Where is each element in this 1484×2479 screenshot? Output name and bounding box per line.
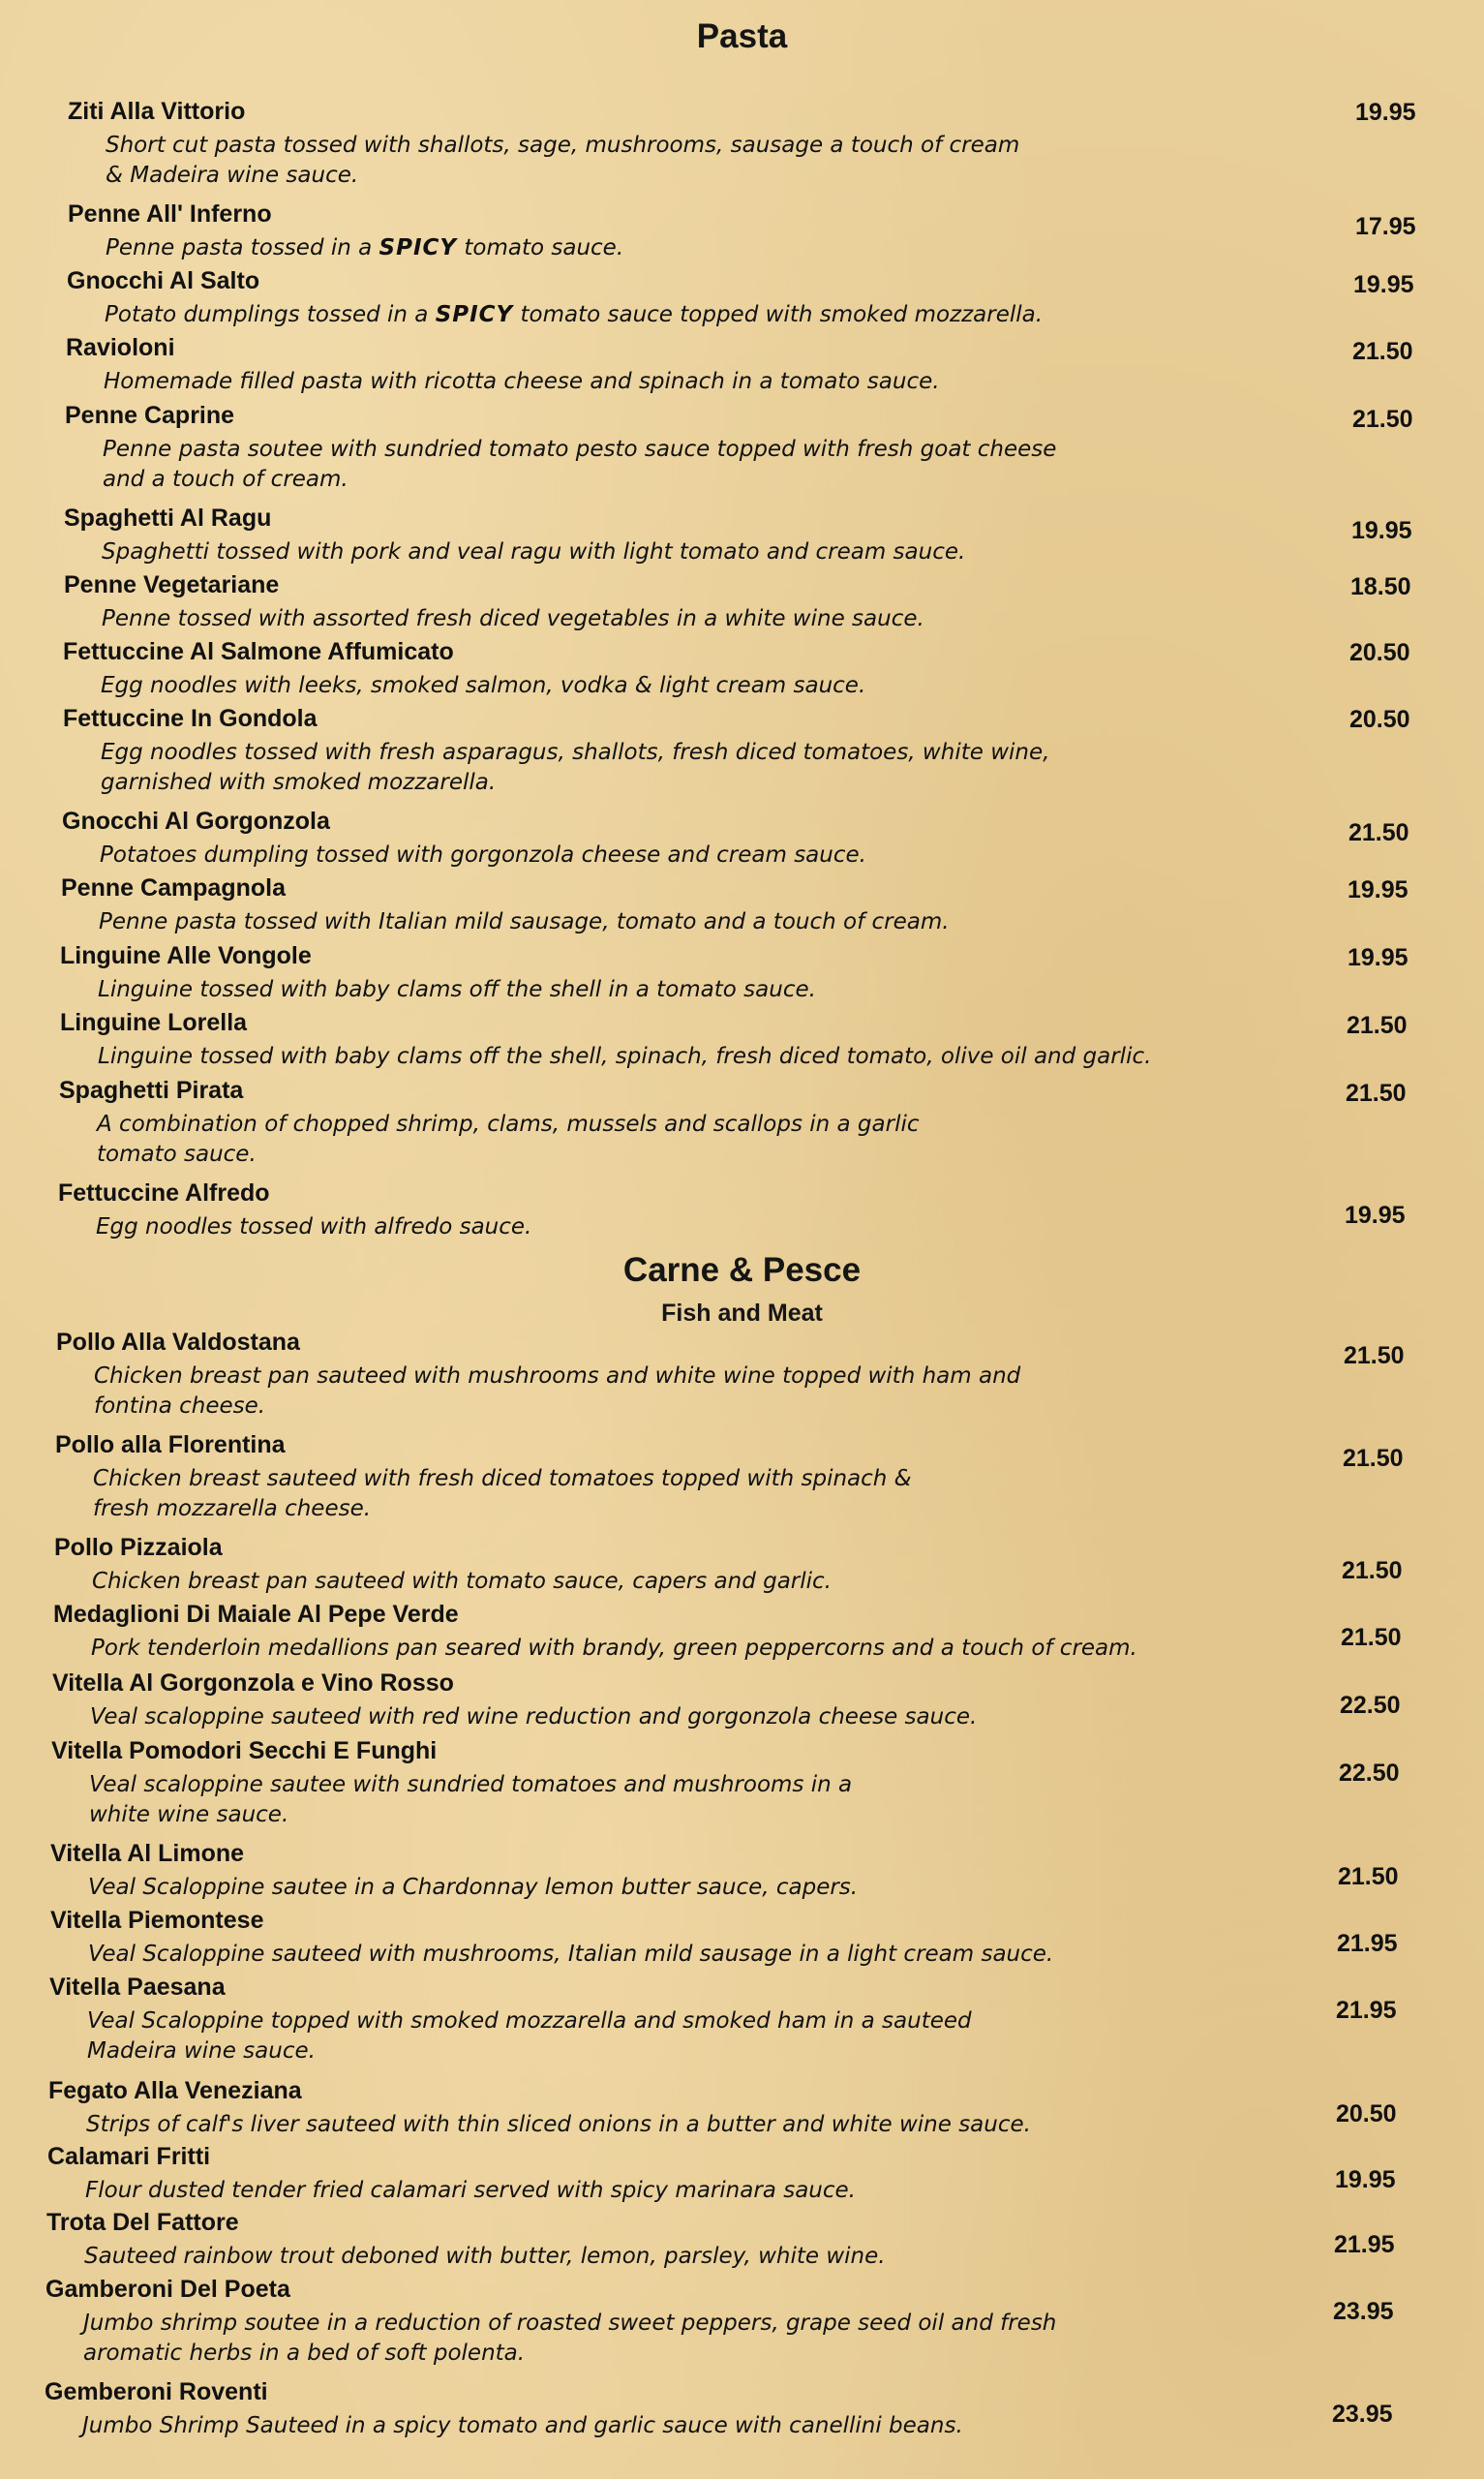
menu-item-name: Fettuccine In Gondola <box>63 705 318 732</box>
menu-item-name: Pollo Alla Valdostana <box>56 1329 300 1356</box>
description-text: tomato sauce topped with smoked mozzarella. <box>513 302 1044 327</box>
menu-item-description <box>88 1940 1053 1970</box>
description-text: Potato dumplings tossed in a <box>105 302 436 327</box>
menu-item-description <box>105 300 1043 330</box>
description-line: Linguine tossed with baby clams off the shell, spinach, fresh diced tomato, olive oil and garlic. <box>98 1044 1152 1069</box>
menu-item-price: 23.95 <box>1333 2298 1394 2325</box>
menu-item-name: Pollo Pizzaiola <box>54 1534 223 1561</box>
description-text: tomato sauce. <box>457 235 624 260</box>
menu-item-description <box>83 2309 1056 2369</box>
menu-item-name: Penne Caprine <box>65 402 235 429</box>
description-line: Egg noodles with leeks, smoked salmon, vodka & light cream sauce. <box>101 673 866 698</box>
menu-item-price: 21.95 <box>1336 1997 1397 2024</box>
menu-item-name: Calamari Fritti <box>47 2143 211 2170</box>
menu-item-name: Pollo alla Florentina <box>55 1431 286 1458</box>
menu-item-name: Linguine Alle Vongole <box>60 942 312 969</box>
description-line: Linguine tossed with baby clams off the shell in a tomato sauce. <box>98 977 816 1002</box>
description-line: aromatic herbs in a bed of soft polenta. <box>83 2341 526 2366</box>
menu-item-name: Fettuccine Al Salmone Affumicato <box>63 638 454 665</box>
description-text: Penne pasta tossed in a <box>106 235 379 260</box>
menu-item-name: Penne All' Inferno <box>68 200 272 228</box>
menu-item-price: 22.50 <box>1340 1692 1401 1719</box>
menu-item-name: Gnocchi Al Salto <box>67 267 260 294</box>
menu-item-name: Vitella Al Limone <box>50 1840 245 1867</box>
description-line: Jumbo shrimp soutee in a reduction of roasted sweet peppers, grape seed oil and fresh <box>83 2311 1057 2336</box>
menu-item-price: 20.50 <box>1349 706 1410 733</box>
menu-item-name: Spaghetti Al Ragu <box>64 505 272 532</box>
description-line: Chicken breast pan sauteed with tomato sauce, capers and garlic. <box>92 1569 832 1594</box>
description-line: fresh mozzarella cheese. <box>93 1496 372 1521</box>
description-line: Short cut pasta tossed with shallots, sage, mushrooms, sausage a touch of cream <box>106 133 1020 158</box>
menu-item-description <box>86 2110 1031 2140</box>
description-line: Chicken breast sauteed with fresh diced tomatoes topped with spinach & <box>93 1466 912 1491</box>
spicy-emphasis: SPICY <box>379 235 458 260</box>
menu-item-description <box>100 841 866 871</box>
menu-item-name: Vitella Paesana <box>49 1974 226 2001</box>
menu-item-description <box>99 907 950 937</box>
menu-item-price: 21.95 <box>1337 1930 1398 1957</box>
carne-pesce-heading: Carne & Pesce <box>622 1251 862 1289</box>
menu-item-description <box>98 975 816 1005</box>
description-line: Veal scaloppine sautee with sundried tomatoes and mushrooms in a <box>89 1772 853 1797</box>
menu-item-name: Gamberoni Del Poeta <box>45 2276 290 2303</box>
menu-item-description <box>103 435 1056 495</box>
menu-item-price: 21.50 <box>1342 1557 1403 1584</box>
menu-item-price: 19.95 <box>1348 876 1408 903</box>
menu-item-description <box>106 233 623 263</box>
description-line: Madeira wine sauce. <box>87 2038 316 2064</box>
description-line <box>106 233 623 263</box>
carne-pesce-subheading: Fish and Meat <box>661 1300 823 1327</box>
menu-item-price: 21.50 <box>1352 338 1413 365</box>
menu-item-name: Penne Campagnola <box>61 874 286 902</box>
description-line: Strips of calf's liver sauteed with thin sliced onions in a butter and white wine sauce. <box>86 2112 1031 2137</box>
menu-item-name: Vitella Piemontese <box>50 1907 264 1934</box>
menu-item-name: Linguine Lorella <box>60 1009 248 1036</box>
menu-item-name: Penne Vegetariane <box>64 571 280 598</box>
menu-item-name: Medaglioni Di Maiale Al Pepe Verde <box>53 1601 459 1628</box>
menu-item-name: Spaghetti Pirata <box>59 1077 244 1104</box>
menu-item-name: Vitella Pomodori Secchi E Funghi <box>51 1737 438 1764</box>
description-line: Flour dusted tender fried calamari served with spicy marinara sauce. <box>85 2178 856 2203</box>
description-line: Jumbo Shrimp Sauteed in a spicy tomato and garlic sauce with canellini beans. <box>82 2413 963 2438</box>
menu-item-description <box>96 1212 531 1242</box>
menu-item-description <box>101 738 1049 798</box>
description-line: Penne tossed with assorted fresh diced vegetables in a white wine sauce. <box>102 606 924 631</box>
description-line: Veal scaloppine sauteed with red wine reduction and gorgonzola cheese sauce. <box>90 1704 978 1729</box>
description-line: Egg noodles tossed with fresh asparagus, shallots, fresh diced tomatoes, white wine, <box>101 740 1050 765</box>
menu-item-price: 21.50 <box>1338 1863 1399 1890</box>
menu-item-price: 21.50 <box>1344 1342 1405 1369</box>
menu-item-description <box>84 2242 886 2272</box>
menu-item-price: 23.95 <box>1332 2401 1393 2428</box>
menu-item-description <box>102 537 965 567</box>
description-line: Homemade filled pasta with ricotta cheese and spinach in a tomato sauce. <box>104 369 940 394</box>
menu-item-price: 22.50 <box>1339 1760 1400 1787</box>
description-line: tomato sauce. <box>97 1142 257 1167</box>
menu-item-description <box>104 367 940 397</box>
menu-item-price: 18.50 <box>1350 573 1411 600</box>
description-line: Veal Scaloppine sauteed with mushrooms, Italian mild sausage in a light cream sauce. <box>88 1942 1054 1967</box>
menu-item-description <box>97 1110 920 1170</box>
menu-item-name: Fegato Alla Veneziana <box>48 2077 302 2104</box>
menu-item-name: Trota Del Fattore <box>46 2209 239 2236</box>
menu-item-description <box>89 1770 852 1830</box>
description-line: Egg noodles tossed with alfredo sauce. <box>96 1214 532 1240</box>
menu-item-price: 19.95 <box>1353 271 1414 298</box>
menu-item-price: 21.50 <box>1348 819 1409 846</box>
menu-item-name: Vitella Al Gorgonzola e Vino Rosso <box>52 1669 454 1697</box>
menu-item-name: Ravioloni <box>66 334 175 361</box>
menu-item-price: 21.50 <box>1352 406 1413 433</box>
menu-item-description <box>94 1362 1020 1422</box>
spicy-emphasis: SPICY <box>435 302 514 327</box>
menu-item-price: 20.50 <box>1336 2100 1397 2127</box>
menu-item-description <box>101 671 865 701</box>
menu-item-description <box>88 1873 858 1903</box>
description-line: Spaghetti tossed with pork and veal ragu with light tomato and cream sauce. <box>102 539 966 565</box>
menu-item-description <box>106 131 1019 191</box>
description-line: Potatoes dumpling tossed with gorgonzola cheese and cream sauce. <box>100 842 866 868</box>
description-line: garnished with smoked mozzarella. <box>101 770 497 795</box>
description-line: Veal Scaloppine sautee in a Chardonnay lemon butter sauce, capers. <box>88 1875 859 1900</box>
menu-item-name: Gemberoni Roventi <box>45 2378 268 2405</box>
menu-item-name: Fettuccine Alfredo <box>58 1179 270 1207</box>
menu-item-price: 19.95 <box>1355 99 1416 126</box>
menu-item-price: 21.50 <box>1347 1012 1408 1039</box>
menu-item-description <box>87 2006 972 2066</box>
menu-item-name: Ziti Alla Vittorio <box>68 98 246 125</box>
description-line: Pork tenderloin medallions pan seared with brandy, green peppercorns and a touch of cream. <box>91 1636 1137 1661</box>
menu-item-price: 21.50 <box>1341 1624 1402 1651</box>
menu-item-description <box>91 1634 1137 1664</box>
menu-item-description <box>85 2176 856 2206</box>
description-line: white wine sauce. <box>89 1802 289 1827</box>
menu-item-name: Gnocchi Al Gorgonzola <box>62 808 330 835</box>
menu-item-description <box>93 1464 912 1524</box>
menu-item-description <box>102 604 924 634</box>
pasta-heading: Pasta <box>696 17 788 55</box>
description-line: and a touch of cream. <box>103 467 348 492</box>
description-line: Penne pasta soutee with sundried tomato pesto sauce topped with fresh goat cheese <box>103 437 1057 462</box>
description-line: Veal Scaloppine topped with smoked mozzarella and smoked ham in a sauteed <box>87 2008 972 2034</box>
menu-item-price: 19.95 <box>1345 1202 1406 1229</box>
menu-item-price: 20.50 <box>1349 639 1410 666</box>
description-line: & Madeira wine sauce. <box>106 163 359 188</box>
menu-item-price: 17.95 <box>1355 213 1416 240</box>
menu-item-price: 19.95 <box>1335 2166 1396 2193</box>
description-line: Sauteed rainbow trout deboned with butter, lemon, parsley, white wine. <box>84 2244 886 2269</box>
menu-item-description <box>98 1042 1151 1072</box>
menu-item-price: 19.95 <box>1351 517 1412 544</box>
menu-item-description <box>90 1702 977 1732</box>
menu-item-price: 21.95 <box>1334 2231 1395 2258</box>
menu-item-price: 21.50 <box>1343 1445 1404 1472</box>
menu-item-description <box>82 2411 963 2441</box>
description-line: Chicken breast pan sauteed with mushrooms and white wine topped with ham and <box>94 1363 1021 1389</box>
description-line: fontina cheese. <box>94 1393 266 1419</box>
menu-item-price: 19.95 <box>1348 944 1408 971</box>
menu-item-price: 21.50 <box>1346 1080 1407 1107</box>
description-line: A combination of chopped shrimp, clams, mussels and scallops in a garlic <box>97 1112 920 1137</box>
menu-item-description <box>92 1567 832 1597</box>
description-line <box>105 300 1043 330</box>
description-line: Penne pasta tossed with Italian mild sausage, tomato and a touch of cream. <box>99 909 950 934</box>
